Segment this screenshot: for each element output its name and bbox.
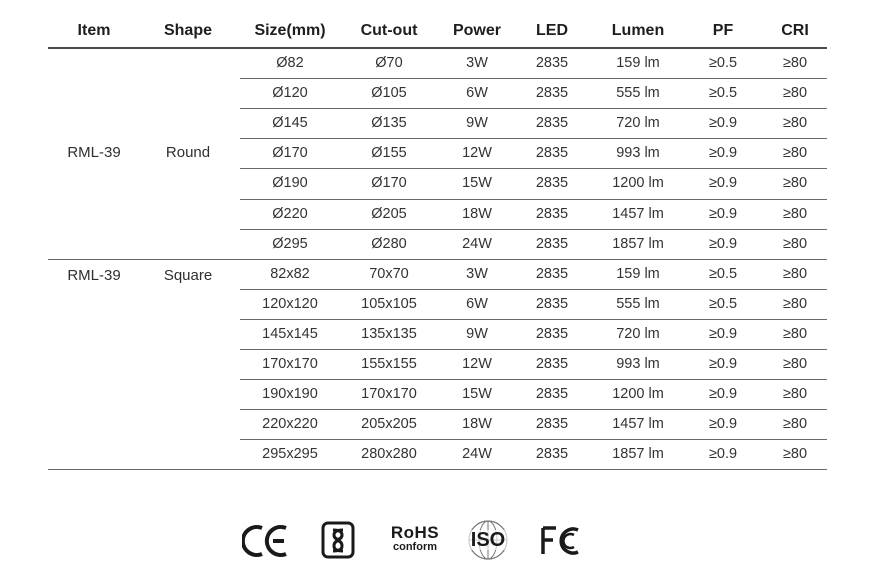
cell-led: 2835	[535, 115, 569, 132]
cell-size: Ø295	[272, 235, 308, 252]
safety-mark-icon	[320, 520, 356, 565]
cell-pf: ≥0.9	[708, 205, 738, 222]
cell-led: 2835	[535, 145, 569, 162]
cell-cutout: Ø155	[371, 145, 407, 162]
cell-size: 170x170	[262, 356, 318, 372]
cell-cri: ≥80	[782, 205, 808, 222]
column-header-lumen: Lumen	[611, 22, 665, 39]
certification-logos	[0, 518, 892, 566]
cell-pf: ≥0.9	[708, 175, 738, 192]
cell-lumen: 159 lm	[616, 265, 660, 282]
cell-power: 9W	[466, 325, 488, 342]
cell-cri: ≥80	[782, 295, 808, 312]
table-row	[48, 409, 827, 439]
cell-power: 24W	[462, 446, 492, 463]
cell-cutout: Ø70	[375, 55, 403, 71]
table-row	[48, 108, 827, 138]
cell-cri: ≥80	[782, 85, 808, 102]
rohs-conform-label: conform	[393, 541, 437, 553]
cell-power: 9W	[466, 115, 488, 132]
cell-lumen: 993 lm	[616, 145, 660, 162]
table-row	[48, 349, 827, 379]
cell-size: Ø145	[272, 115, 308, 132]
cell-cutout: 170x170	[361, 386, 417, 403]
cell-power: 6W	[466, 85, 488, 102]
column-header-power: Power	[452, 22, 501, 39]
cell-lumen: 555 lm	[616, 295, 660, 312]
cell-lumen: 1857 lm	[612, 446, 664, 463]
column-header-pf: PF	[712, 22, 734, 39]
column-header-cutout: Cut-out	[360, 22, 418, 39]
cell-led: 2835	[535, 205, 569, 222]
cell-power: 15W	[462, 386, 492, 403]
table-row	[48, 199, 827, 229]
cell-size: Ø82	[276, 55, 304, 71]
cell-power: 24W	[462, 235, 492, 252]
cell-power: 15W	[462, 175, 492, 192]
column-header-item: Item	[77, 22, 111, 39]
cell-power: 6W	[466, 295, 488, 312]
cell-led: 2835	[535, 85, 569, 102]
table-row	[48, 379, 827, 409]
table-row	[48, 229, 827, 259]
cell-cri: ≥80	[782, 175, 808, 192]
table-row	[48, 48, 827, 78]
cell-power: 18W	[462, 416, 492, 433]
cell-cri: ≥80	[782, 386, 808, 403]
cell-pf: ≥0.5	[708, 295, 738, 312]
cell-lumen: 159 lm	[616, 55, 660, 71]
cell-cutout: Ø170	[371, 175, 407, 192]
cell-lumen: 720 lm	[616, 115, 660, 132]
iso-logo	[466, 518, 510, 562]
cell-led: 2835	[535, 356, 569, 372]
cell-pf: ≥0.9	[708, 356, 738, 372]
cell-led: 2835	[535, 295, 569, 312]
cell-led: 2835	[535, 446, 569, 463]
column-header-shape: Shape	[163, 22, 212, 39]
table-row	[48, 168, 827, 198]
cell-pf: ≥0.9	[708, 115, 738, 132]
cell-lumen: 555 lm	[616, 85, 660, 102]
group-item-label: RML-39	[67, 144, 121, 162]
cell-cri: ≥80	[782, 325, 808, 342]
cell-cri: ≥80	[782, 235, 808, 252]
cell-cutout: 205x205	[361, 416, 417, 433]
cell-pf: ≥0.5	[708, 55, 738, 71]
ce-mark-icon	[242, 524, 292, 563]
cell-led: 2835	[535, 416, 569, 433]
cell-cutout: 135x135	[361, 325, 417, 342]
cell-power: 3W	[466, 265, 488, 282]
cell-cri: ≥80	[782, 416, 808, 433]
cell-size: 190x190	[262, 386, 318, 403]
cell-pf: ≥0.9	[708, 386, 738, 403]
cell-cri: ≥80	[782, 356, 808, 372]
cell-pf: ≥0.9	[708, 446, 738, 463]
cell-lumen: 1200 lm	[612, 386, 664, 403]
cell-cutout: 155x155	[361, 356, 417, 372]
table-row	[48, 78, 827, 108]
cell-cri: ≥80	[782, 115, 808, 132]
cell-pf: ≥0.9	[708, 145, 738, 162]
cell-cutout: Ø205	[371, 205, 407, 222]
cell-size: Ø170	[272, 145, 308, 162]
cell-pf: ≥0.9	[708, 325, 738, 342]
cell-lumen: 1200 lm	[612, 175, 664, 192]
rohs-logo	[388, 524, 442, 553]
cell-led: 2835	[535, 175, 569, 192]
group-divider	[48, 469, 827, 470]
cell-cutout: 105x105	[361, 295, 417, 312]
table-row	[48, 439, 827, 469]
cell-size: 120x120	[262, 295, 318, 312]
fcc-logo	[540, 524, 584, 563]
cell-size: Ø220	[272, 205, 308, 222]
cell-size: 82x82	[270, 265, 310, 282]
iso-label: ISO	[466, 530, 510, 550]
cell-size: 295x295	[262, 446, 318, 463]
group-item-label: RML-39	[67, 266, 121, 284]
cell-led: 2835	[535, 235, 569, 252]
cell-led: 2835	[535, 265, 569, 282]
cell-size: Ø190	[272, 175, 308, 192]
table-row	[48, 319, 827, 349]
column-header-size: Size(mm)	[254, 22, 326, 39]
cell-lumen: 993 lm	[616, 356, 660, 372]
cell-size: 220x220	[262, 416, 318, 433]
cell-cutout: 280x280	[361, 446, 417, 463]
cell-cutout: Ø280	[371, 235, 407, 252]
cell-led: 2835	[535, 55, 569, 71]
cell-power: 12W	[462, 145, 492, 162]
cell-lumen: 720 lm	[616, 325, 660, 342]
cell-cri: ≥80	[782, 55, 808, 71]
column-header-led: LED	[536, 22, 568, 39]
cell-cutout: 70x70	[369, 265, 409, 282]
cell-power: 3W	[466, 55, 488, 71]
cell-led: 2835	[535, 325, 569, 342]
cell-size: 145x145	[262, 325, 318, 342]
cell-cri: ≥80	[782, 265, 808, 282]
group-shape-label: Round	[165, 144, 211, 162]
cell-size: Ø120	[272, 85, 308, 102]
cell-power: 12W	[462, 356, 492, 372]
cell-cutout: Ø105	[371, 85, 407, 102]
cell-pf: ≥0.5	[708, 85, 738, 102]
cell-cutout: Ø135	[371, 115, 407, 132]
table-row	[48, 289, 827, 319]
column-header-cri: CRI	[781, 22, 809, 39]
cell-lumen: 1457 lm	[612, 416, 664, 433]
rohs-label: RoHS	[390, 523, 440, 542]
cell-led: 2835	[535, 386, 569, 403]
cell-pf: ≥0.9	[708, 235, 738, 252]
cell-lumen: 1857 lm	[612, 235, 664, 252]
cell-pf: ≥0.5	[708, 265, 738, 282]
cell-pf: ≥0.9	[708, 416, 738, 433]
cell-cri: ≥80	[782, 446, 808, 463]
cell-power: 18W	[462, 205, 492, 222]
group-shape-label: Square	[163, 266, 213, 284]
cell-lumen: 1457 lm	[612, 205, 664, 222]
cell-cri: ≥80	[782, 145, 808, 162]
